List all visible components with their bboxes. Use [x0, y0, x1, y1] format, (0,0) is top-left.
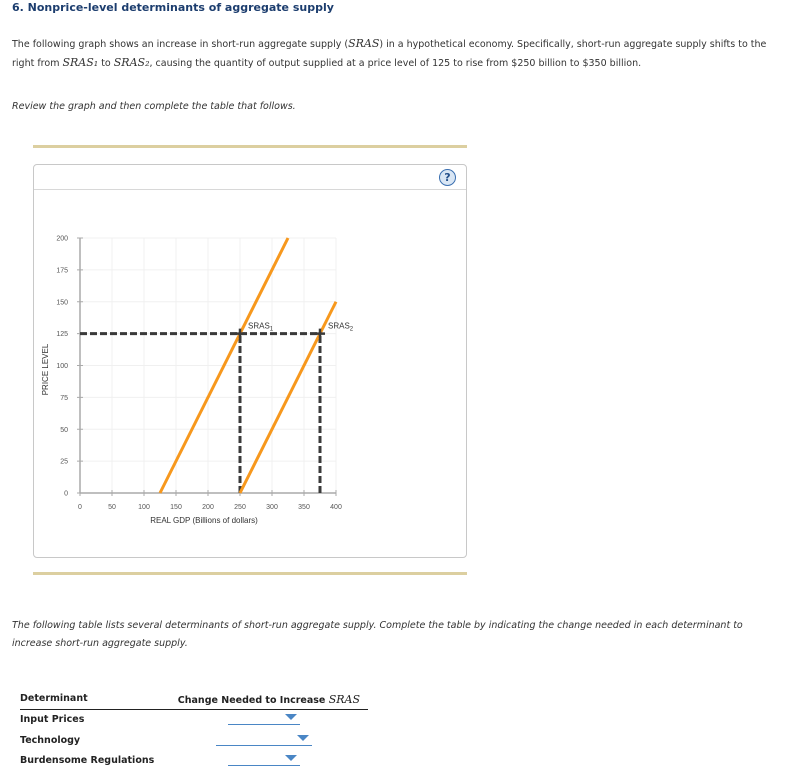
change-dropdown-input-prices[interactable] — [228, 712, 300, 725]
table-row — [20, 751, 368, 772]
divider-top — [33, 145, 467, 148]
dropdown-arrow-icon — [297, 735, 309, 741]
y-tick-label: 75 — [60, 394, 68, 402]
math-sras: SRAS — [328, 693, 360, 706]
x-tick-label: 400 — [330, 504, 342, 511]
table-header — [20, 693, 368, 710]
graph-panel-header — [34, 165, 466, 190]
table-intro: The following table lists several determinants of short-run aggregate supply. Complete the table by indicating the change needed in each determinant to increase short-run aggregate supply. — [12, 620, 743, 649]
divider-bottom — [33, 572, 467, 575]
intro-text: to — [98, 58, 114, 69]
col-header-change — [178, 693, 368, 706]
x-tick-label: 0 — [78, 504, 82, 511]
determinants-table — [20, 693, 368, 772]
intro-text: , causing the quantity of output supplied at a price level of 125 to rise from $250 billion to $350 billion. — [149, 58, 642, 69]
x-tick-label: 350 — [298, 504, 310, 511]
math-sras: SRAS — [348, 37, 380, 50]
dropdown-arrow-icon — [285, 755, 297, 761]
y-tick-label: 150 — [56, 299, 68, 307]
change-dropdown-technology[interactable] — [216, 733, 312, 746]
y-tick-label: 0 — [64, 490, 68, 498]
math-sras1: SRAS₁ — [62, 56, 99, 69]
intro-text: ) in a hypothetical economy. Specifically, short-run aggregate supply shifts to the right from — [12, 39, 767, 69]
y-tick-label: 125 — [56, 331, 68, 339]
x-tick-label: 200 — [202, 504, 214, 511]
y-tick-label: 25 — [60, 458, 68, 466]
col-header-determinant: Determinant — [20, 693, 88, 704]
table-row — [20, 710, 368, 731]
y-tick-label: 200 — [56, 235, 68, 243]
x-tick-label: 300 — [266, 504, 278, 511]
x-tick-label: 50 — [108, 504, 116, 511]
y-axis-label: PRICE LEVEL — [41, 343, 50, 396]
dropdown-arrow-icon — [285, 714, 297, 720]
col-header-change-text: Change Needed to Increase — [177, 695, 329, 706]
y-tick-label: 50 — [60, 426, 68, 434]
x-tick-label: 100 — [138, 504, 150, 511]
x-tick-label: 250 — [234, 504, 246, 511]
determinant-label: Burdensome Regulations — [20, 755, 155, 766]
change-dropdown-burdensome-regulations[interactable] — [228, 753, 300, 766]
table-row — [20, 731, 368, 752]
chart — [34, 190, 466, 556]
help-icon[interactable]: ? — [439, 169, 456, 186]
graph-panel — [33, 164, 467, 558]
curve-label-sras2: $SRAS_2$ — [328, 321, 354, 333]
determinant-label: Input Prices — [20, 714, 85, 725]
determinant-label: Technology — [20, 734, 81, 746]
y-tick-label: 100 — [56, 363, 68, 370]
y-tick-label: 175 — [56, 267, 68, 275]
intro-paragraph — [12, 35, 782, 73]
curve-label-sras1: $SRAS_1$ — [248, 321, 274, 333]
review-instruction: Review the graph and then complete the table that follows. — [12, 101, 296, 112]
math-sras2: SRAS₂ — [113, 56, 150, 69]
x-axis-label: REAL GDP (Billions of dollars) — [150, 516, 258, 525]
x-tick-label: 150 — [170, 504, 182, 511]
question-title: 6. Nonprice-level determinants of aggregate supply — [12, 1, 334, 14]
intro-text: The following graph shows an increase in short-run aggregate supply ( — [12, 39, 349, 50]
